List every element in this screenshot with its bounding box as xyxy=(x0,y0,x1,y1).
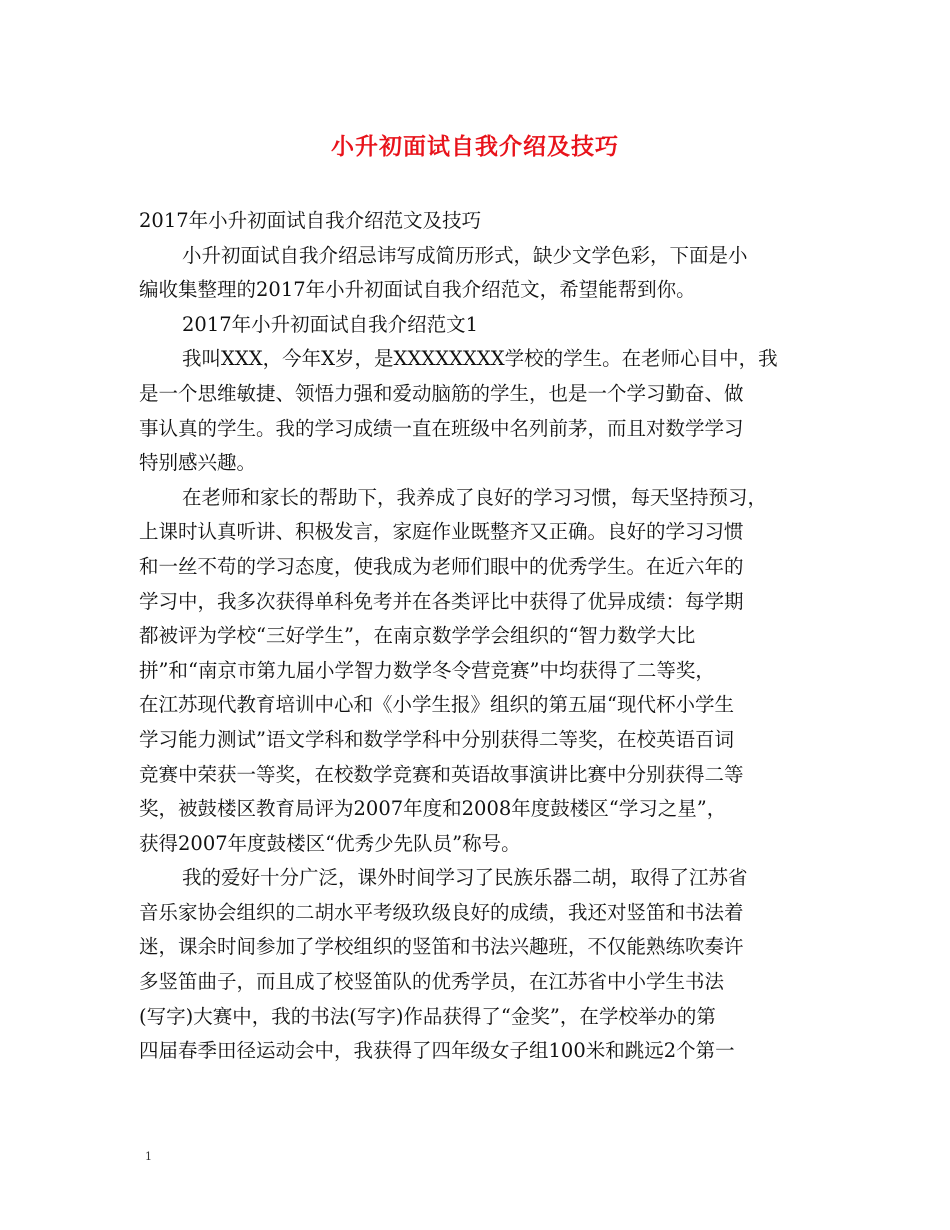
paragraph-line: (写字)大赛中，我的书法(写字)作品获得了“金奖”，在学校举办的第 xyxy=(139,1004,716,1028)
paragraph-line: 我的爱好十分广泛，课外时间学习了民族乐器二胡，取得了江苏省 xyxy=(182,866,748,890)
paragraph-line: 小升初面试自我介绍忌讳写成简历形式，缺少文学色彩，下面是小 xyxy=(182,243,748,267)
section-heading-line: 2017年小升初面试自我介绍范文1 xyxy=(182,312,479,336)
paragraph-line: 学习中，我多次获得单科免考并在各类评比中获得了优异成绩：每学期 xyxy=(139,589,744,613)
paragraph-line: 是一个思维敏捷、领悟力强和爱动脑筋的学生，也是一个学习勤奋、做 xyxy=(139,381,744,405)
paragraph-line: 编收集整理的2017年小升初面试自我介绍范文，希望能帮到你。 xyxy=(139,278,696,302)
paragraph-line: 和一丝不苟的学习态度，使我成为老师们眼中的优秀学生。在近六年的 xyxy=(139,554,744,578)
paragraph-line: 竞赛中荣获一等奖，在校数学竞赛和英语故事演讲比赛中分别获得二等 xyxy=(139,762,744,786)
paragraph-line: 获得2007年度鼓楼区“优秀少先队员”称号。 xyxy=(139,831,521,855)
paragraph-line: 多竖笛曲子，而且成了校竖笛队的优秀学员，在江苏省中小学生书法 xyxy=(139,970,725,994)
subtitle-line: 2017年小升初面试自我介绍范文及技巧 xyxy=(139,209,482,232)
paragraph-line: 在老师和家长的帮助下，我养成了良好的学习习惯，每天坚持预习， xyxy=(182,485,768,509)
paragraph-line: 奖，被鼓楼区教育局评为2007年度和2008年度鼓楼区“学习之星”， xyxy=(139,797,727,821)
document-body xyxy=(139,204,819,1069)
paragraph-line: 特别感兴趣。 xyxy=(139,451,257,475)
document-title: 小升初面试自我介绍及技巧 xyxy=(331,133,619,160)
paragraph-line: 迷，课余时间参加了学校组织的竖笛和书法兴趣班，不仅能熟练吹奏许 xyxy=(139,935,744,959)
paragraph-line: 音乐家协会组织的二胡水平考级玖级良好的成绩，我还对竖笛和书法着 xyxy=(139,900,744,924)
paragraph-line: 我叫XXX，今年X岁，是XXXXXXXX学校的学生。在老师心目中，我 xyxy=(182,347,778,371)
paragraph-line: 拼”和“南京市第九届小学智力数学冬令营竞赛”中均获得了二等奖， xyxy=(139,658,715,682)
paragraph-line: 上课时认真听讲、积极发言，家庭作业既整齐又正确。良好的学习习惯 xyxy=(139,520,744,544)
paragraph-line: 在江苏现代教育培训中心和《小学生报》组织的第五届“现代杯小学生 xyxy=(139,693,734,717)
paragraph-line: 都被评为学校“三好学生”，在南京数学学会组织的“智力数学大比 xyxy=(139,624,696,648)
paragraph-line: 学习能力测试”语文学科和数学学科中分别获得二等奖，在校英语百词 xyxy=(139,727,734,751)
page-number: 1 xyxy=(145,1150,152,1163)
paragraph-line: 四届春季田径运动会中，我获得了四年级女子组100米和跳远2个第一 xyxy=(139,1039,735,1063)
paragraph-line: 事认真的学生。我的学习成绩一直在班级中名列前茅，而且对数学学习 xyxy=(139,416,744,440)
